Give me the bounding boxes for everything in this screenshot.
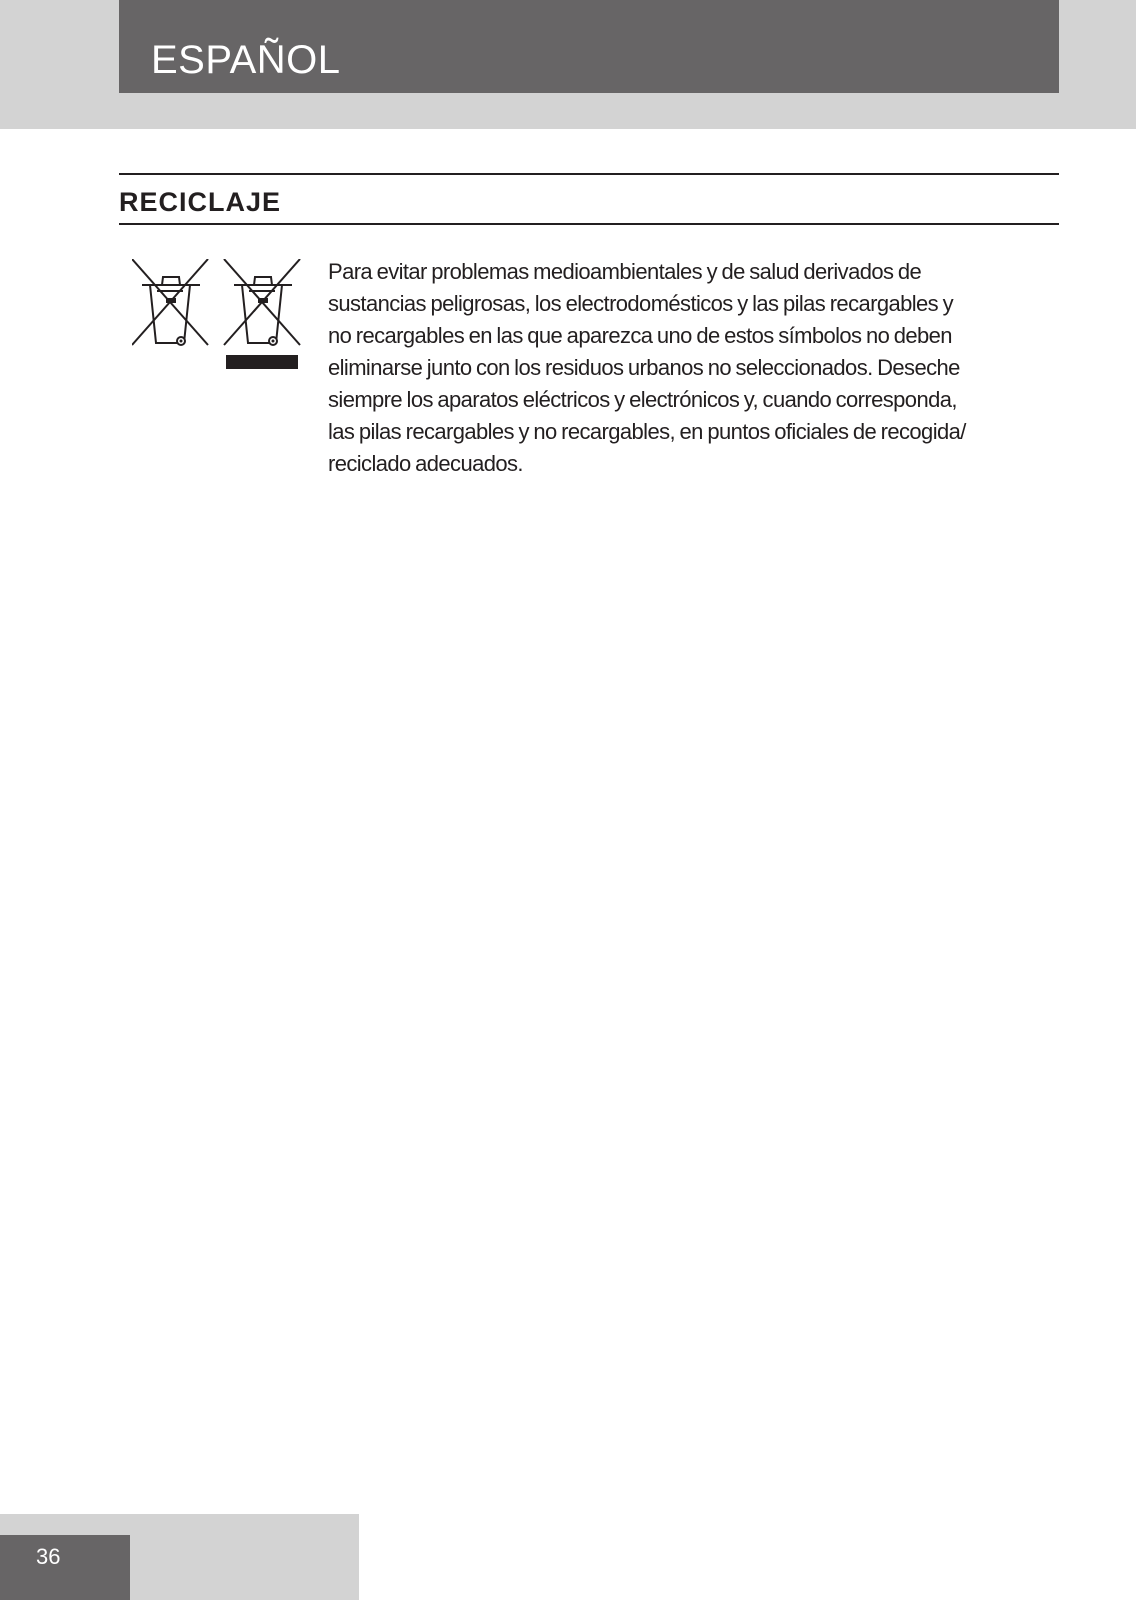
crossed-out-wheelie-bin-with-bar-icon bbox=[224, 259, 300, 369]
section-title: RECICLAJE bbox=[119, 187, 282, 217]
recycling-body-text: Para evitar problemas medioambientales y de salud derivados de sustancias peligrosas, los electrodomésticos y las pilas recargables y no recargables en las que aparezca uno de estos símbolos no deben eliminarse junto con los residuos urbanos no seleccionados. Deseche siempre los aparatos eléctricos y electrónicos y, cuando corresponda, las pilas recargables y no recargables, en puntos oficiales de recogida/ reciclado adecuados. bbox=[328, 259, 966, 476]
page-number: 36 bbox=[36, 1544, 61, 1569]
section-rule-top bbox=[119, 173, 1059, 175]
weee-symbols bbox=[132, 259, 302, 371]
footer-page-tab bbox=[0, 1535, 130, 1600]
language-title: ESPAÑOL bbox=[151, 38, 341, 82]
section-rule-bottom bbox=[119, 223, 1059, 225]
crossed-out-wheelie-bin-icon bbox=[132, 259, 208, 345]
